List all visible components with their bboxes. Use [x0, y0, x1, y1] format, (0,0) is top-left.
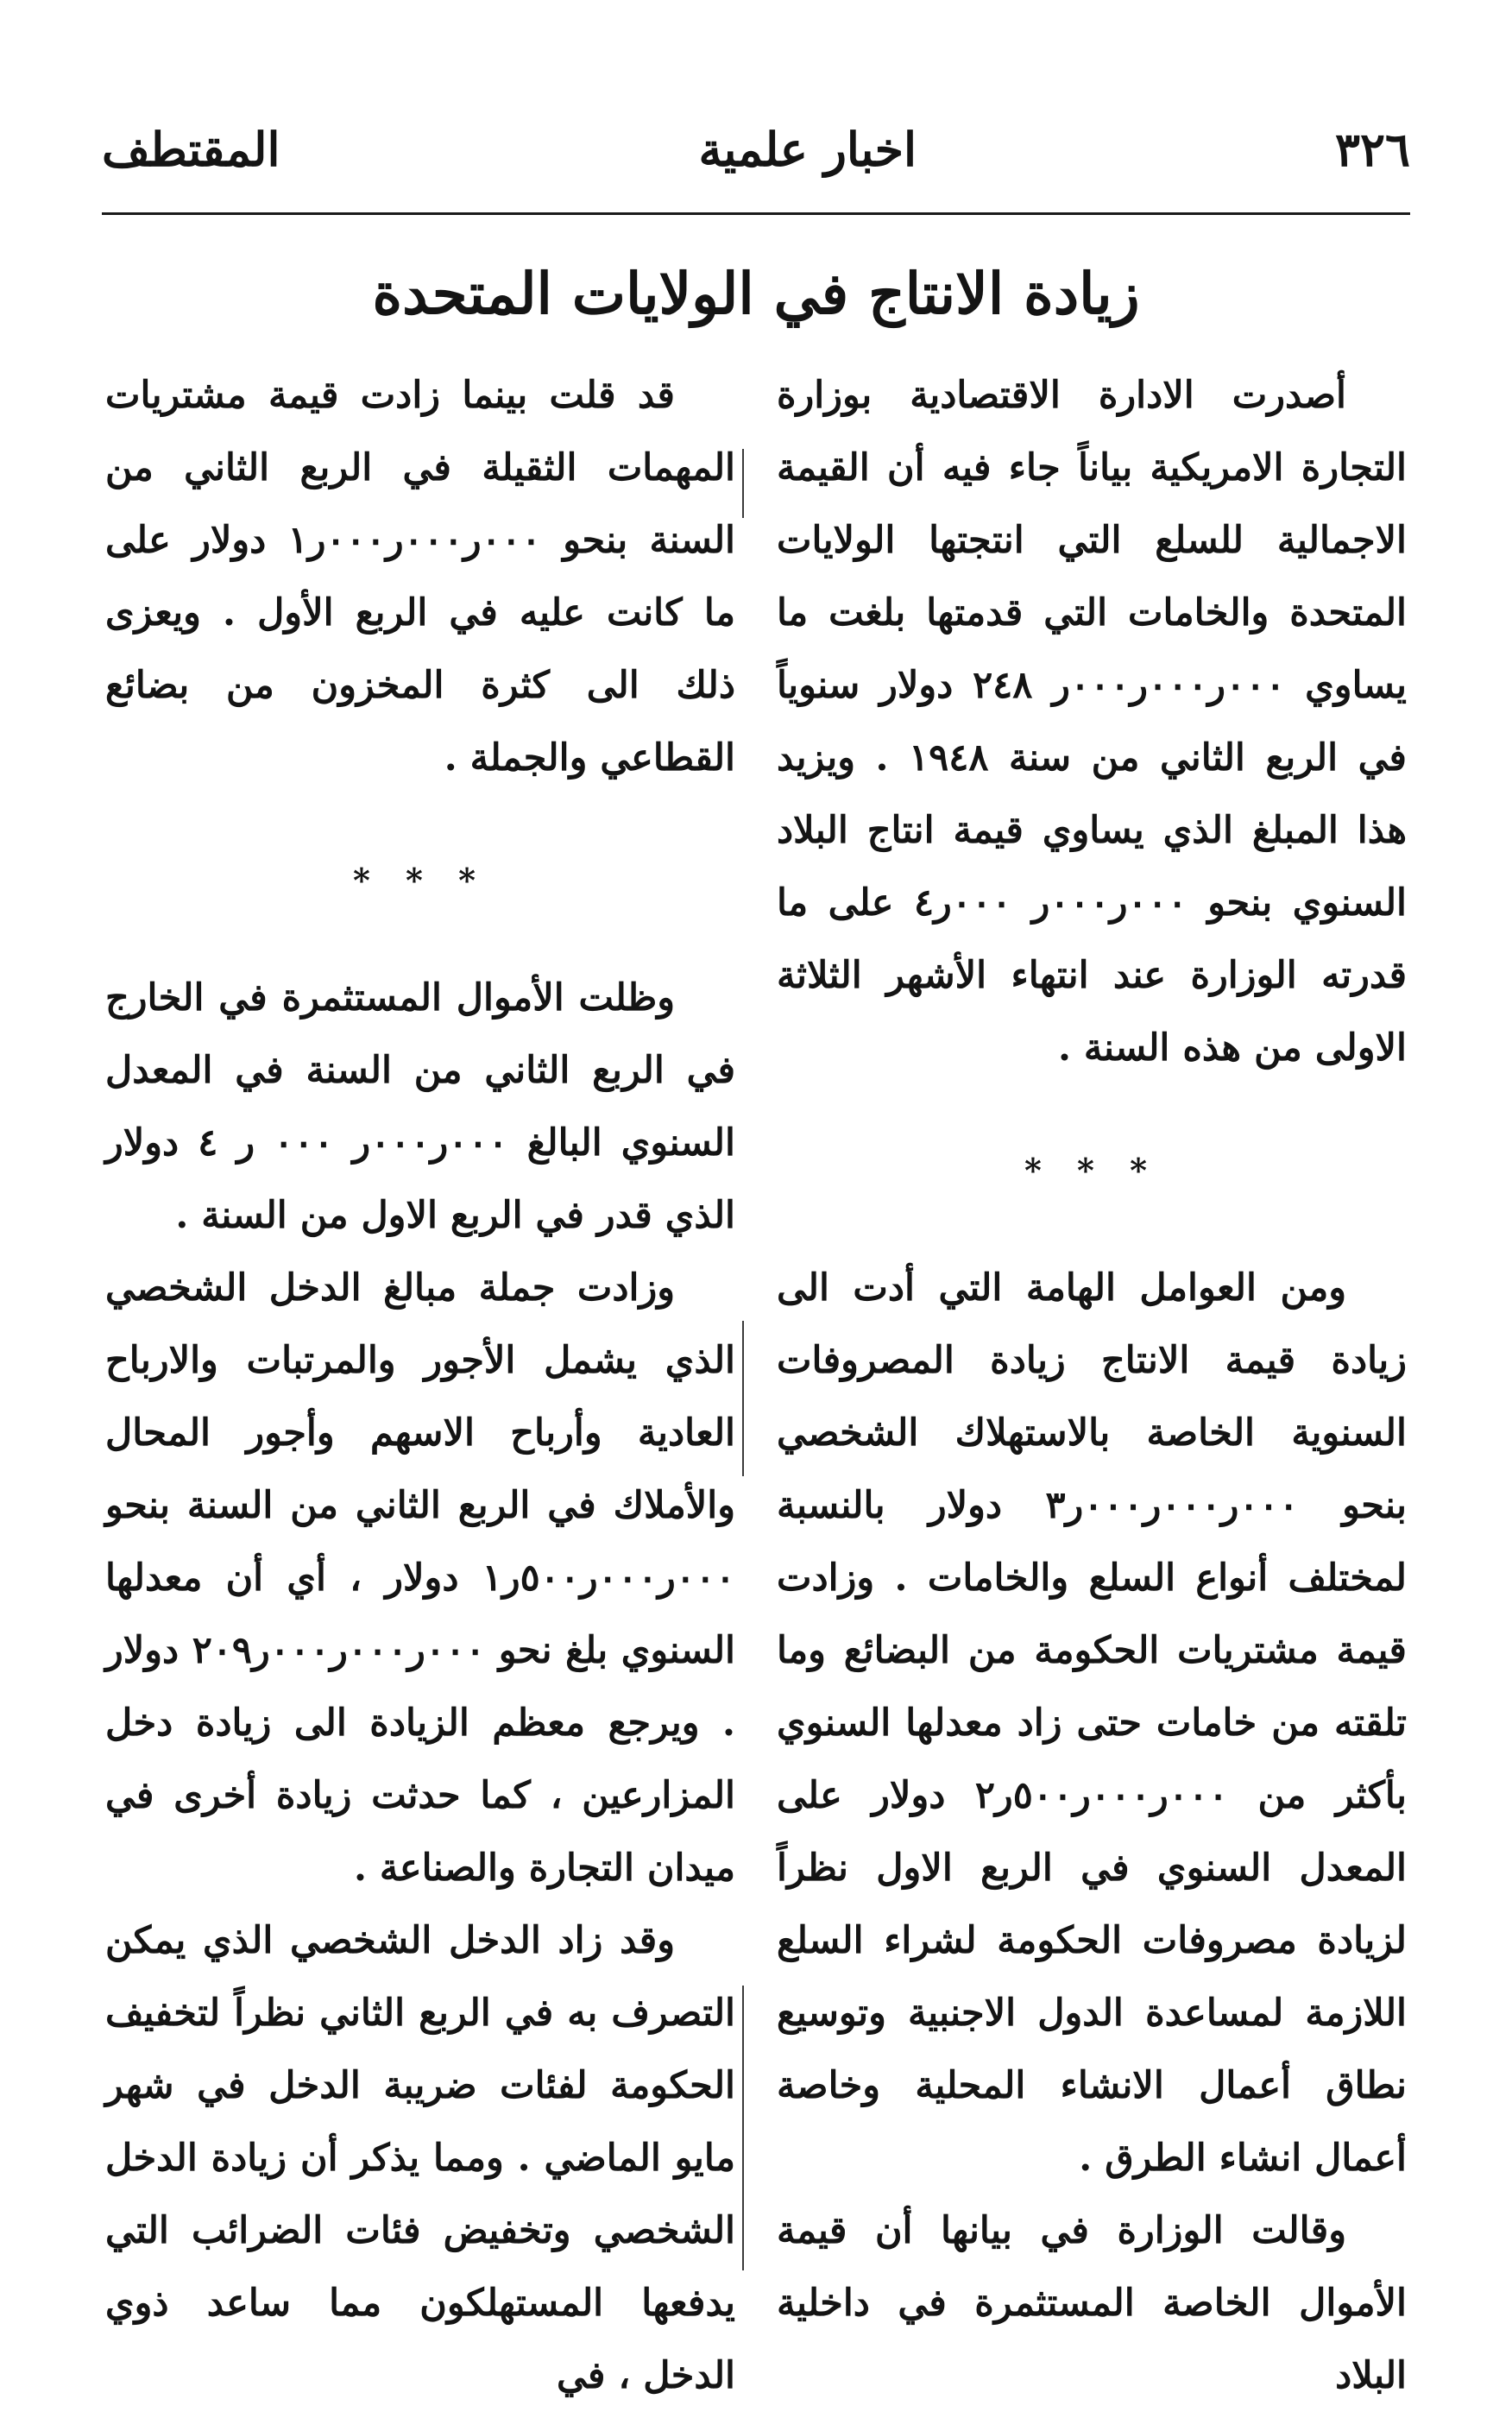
column-divider	[742, 1321, 744, 1476]
article-title: زيادة الانتاج في الولايات المتحدة	[372, 260, 1140, 327]
section-separator: * * *	[1024, 1151, 1160, 1190]
header-rule	[102, 212, 1410, 215]
left-column	[105, 359, 735, 2412]
page-number: ٣٢٦	[1334, 122, 1410, 177]
paragraph: وقد زاد الدخل الشخصي الذي يمكن التصرف به في الربع الثاني نظراً لتخفيف الحكومة لفئات ضريبة الدخل في شهر مايو الماضي . ومما يذكر أن زيادة الدخل الشخصي وتخفيض فئات الضرائب التي يدفعها المستهلكون مما ساعد ذوي الدخل ، في	[105, 1919, 735, 2397]
paragraph: وقالت الوزارة في بيانها أن قيمة الأموال الخاصة المستثمرة في داخلية البلاد	[777, 2209, 1407, 2397]
section-separator: * * *	[352, 861, 488, 900]
paragraph: أصدرت الادارة الاقتصادية بوزارة التجارة الامريكية بياناً جاء فيه أن القيمة الاجمالية للسلع التي انتجتها الولايات المتحدة والخامات التي قدمتها بلغت ما يساوي ٠٠٠ر٠٠٠ر٠٠٠ر ٢٤٨ دولار سنوياً في الربع الثاني من سنة ١٩٤٨ . ويزيد هذا المبلغ الذي يساوي قيمة انتاج البلاد السنوي بنحو ٠٠٠ر٠٠٠ر ٠٠٠ر٤ على ما قدرته الوزارة عند انتهاء الأشهر الثلاثة الاولى من هذه السنة .	[777, 374, 1407, 1070]
running-head	[102, 110, 1410, 188]
section-title: اخبار علمية	[698, 122, 917, 177]
journal-name: المقتطف	[102, 122, 280, 177]
column-divider	[742, 1986, 744, 2270]
right-column	[777, 359, 1407, 2412]
paragraph: قد قلت بينما زادت قيمة مشتريات المهمات الثقيلة في الربع الثاني من السنة بنحو ٠٠٠ر٠٠٠ر٠٠٠ر١ دولار على ما كانت عليه في الربع الأول . ويعزى ذلك الى كثرة المخزون من بضائع القطاعي والجملة .	[105, 374, 735, 780]
paragraph: ومن العوامل الهامة التي أدت الى زيادة قيمة الانتاج زيادة المصروفات السنوية الخاصة بالاستهلاك الشخصي بنحو ٠٠٠ر٠٠٠ر٠٠٠ر٣ دولار بالنسبة لمختلف أنواع السلع والخامات . وزادت قيمة مشتريات الحكومة من البضائع وما تلقته من خامات حتى زاد معدلها السنوي بأكثر من ٠٠٠ر٠٠٠ر٥٠٠ر٢ دولار على المعدل السنوي في الربع الاول نظراً لزيادة مصروفات الحكومة لشراء السلع اللازمة لمساعدة الدول الاجنبية وتوسيع نطاق أعمال الانشاء المحلية وخاصة أعمال انشاء الطرق .	[777, 1266, 1407, 2180]
column-divider	[742, 449, 744, 518]
paragraph: وزادت جملة مبالغ الدخل الشخصي الذي يشمل الأجور والمرتبات والارباح العادية وأرباح الاسهم وأجور المحال والأملاك في الربع الثاني من السنة بنحو ٠٠٠ر٠٠٠ر٥٠٠ر١ دولار ، أي أن معدلها السنوي بلغ نحو ٠٠٠ر٠٠٠ر٠٠٠ر٢٠٩ دولار . ويرجع معظم الزيادة الى زيادة دخل المزارعين ، كما حدثت زيادة أخرى في ميدان التجارة والصناعة .	[105, 1266, 735, 1890]
paragraph: وظلت الأموال المستثمرة في الخارج في الربع الثاني من السنة في المعدل السنوي البالغ ٠٠٠ر٠٠٠ر ٠٠٠ ر ٤ دولار الذي قدر في الربع الاول من السنة .	[105, 976, 735, 1237]
